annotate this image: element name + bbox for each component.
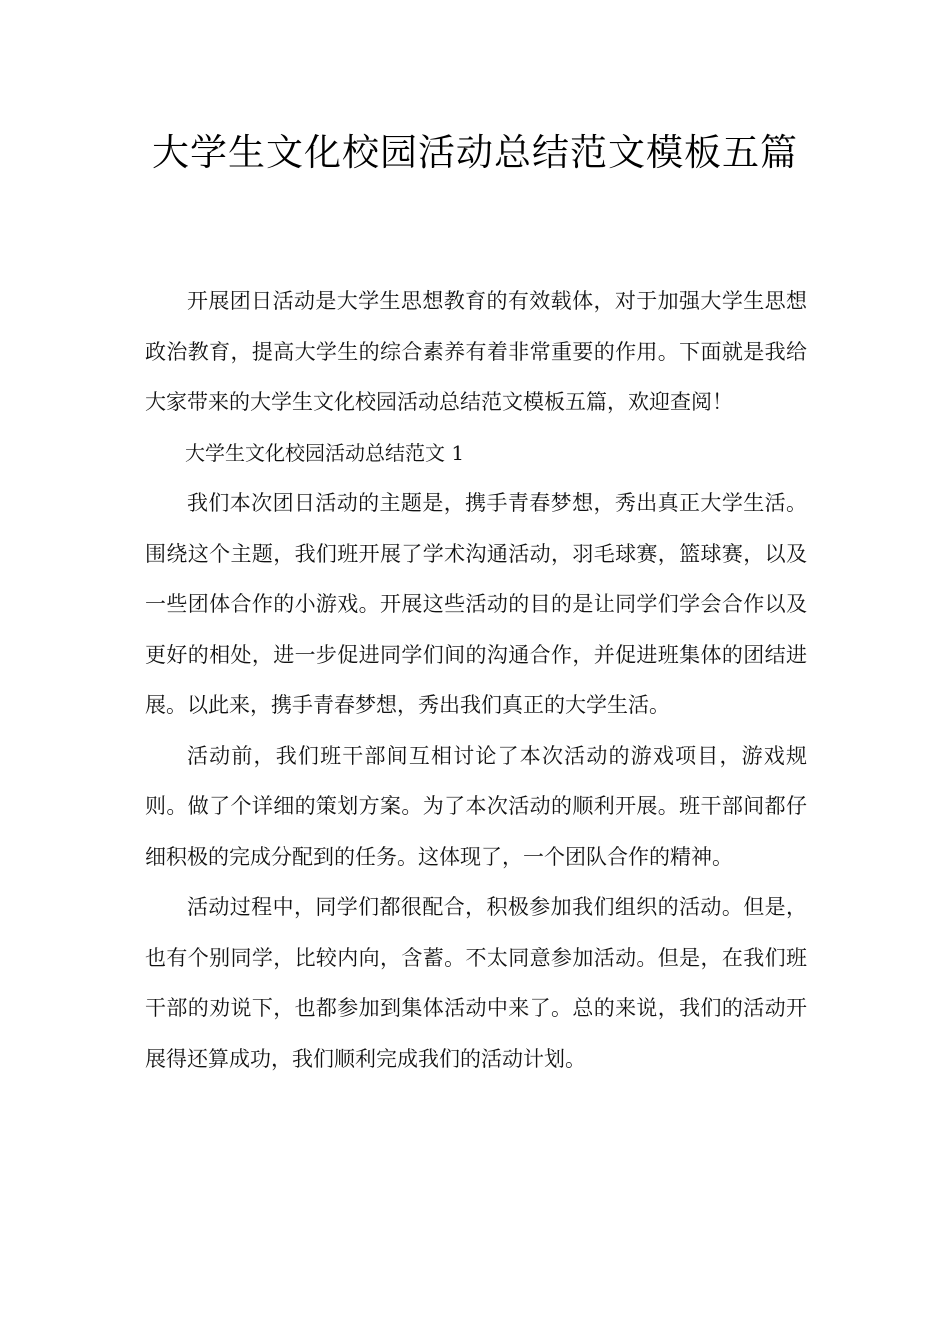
intro-paragraph: 开展团日活动是大学生思想教育的有效载体，对于加强大学生思想政治教育，提高大学生的综合素养有着非常重要的作用。下面就是我给大家带来的大学生文化校园活动总结范文模板五篇，欢迎查阅！	[145, 289, 807, 414]
body-paragraph-3: 活动过程中，同学们都很配合，积极参加我们组织的活动。但是，也有个别同学，比较内向，含蓄。不太同意参加活动。但是，在我们班干部的劝说下，也都参加到集体活动中来了。总的来说，我们的活动开展得还算成功，我们顺利完成我们的活动计划。	[145, 895, 807, 1071]
body-paragraph-2: 活动前，我们班干部间互相讨论了本次活动的游戏项目，游戏规则。做了个详细的策划方案。为了本次活动的顺利开展。班干部间都仔细积极的完成分配到的任务。这体现了，一个团队合作的精神。	[145, 743, 807, 869]
document-body	[145, 276, 807, 1084]
body-paragraph-1: 我们本次团日活动的主题是，携手青春梦想，秀出真正大学生活。围绕这个主题，我们班开展了学术沟通活动，羽毛球赛，篮球赛，以及一些团体合作的小游戏。开展这些活动的目的是让同学们学会合作以及更好的相处，进一步促进同学们间的沟通合作，并促进班集体的团结进展。以此来，携手青春梦想，秀出我们真正的大学生活。	[145, 491, 807, 717]
document-title: 大学生文化校园活动总结范文模板五篇	[152, 131, 798, 174]
section-heading: 大学生文化校园活动总结范文 1	[185, 440, 465, 465]
